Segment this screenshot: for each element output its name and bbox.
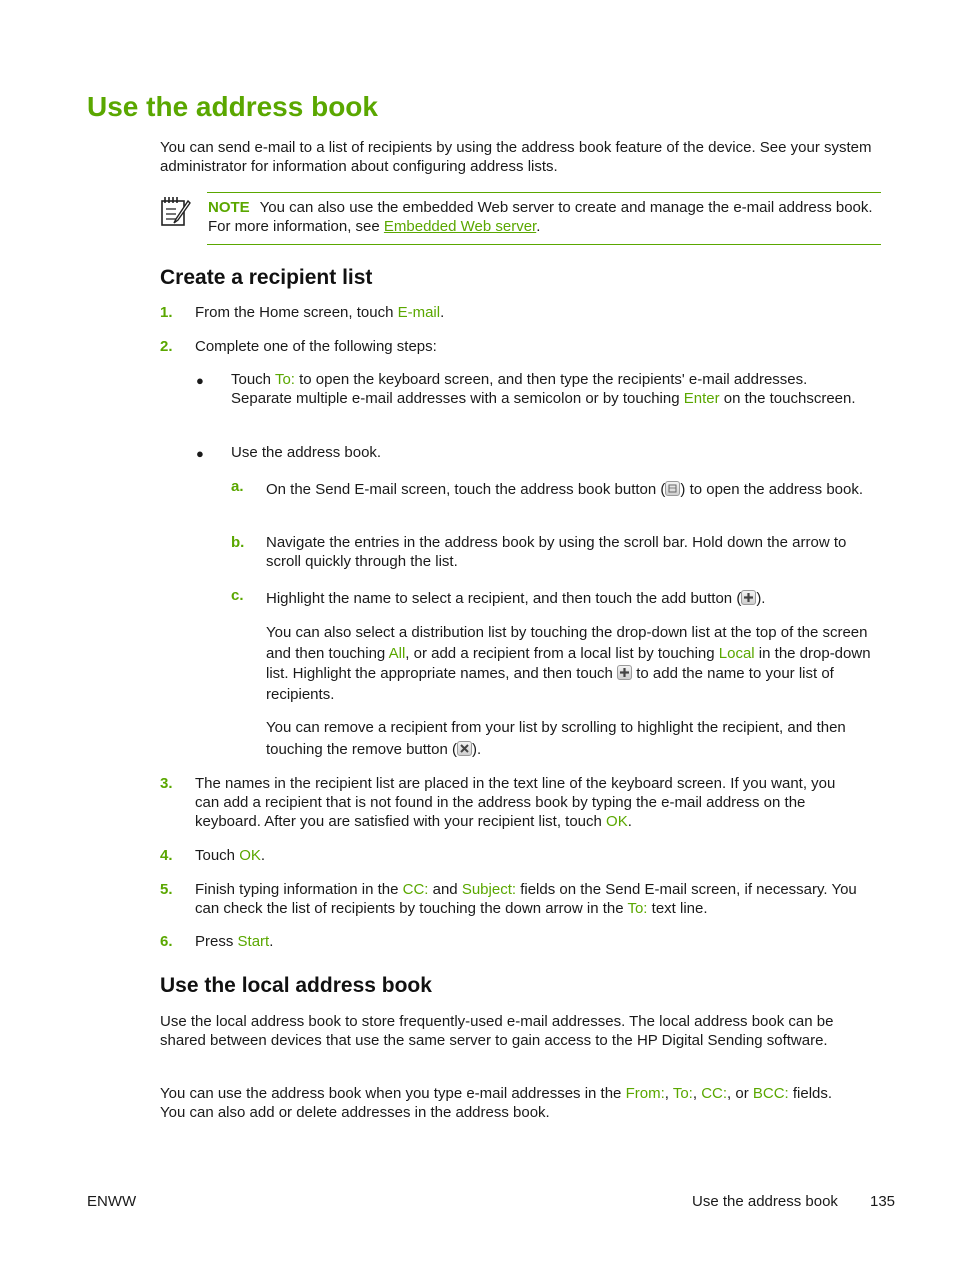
- step-number: 1.: [160, 304, 173, 321]
- step-4-text: Touch OK.: [195, 847, 266, 864]
- step-2-text: Complete one of the following steps:: [195, 338, 437, 355]
- local-address-book-paragraph-2: You can use the address book when you type e-mail addresses in the From:, To:, CC:, or BCC: fields. You can also add or delete addresses in the address book.: [160, 1085, 833, 1121]
- note-icon: [160, 195, 192, 232]
- sub-step-c-text: Highlight the name to select a recipient, and then touch the add button ( ).: [266, 590, 766, 607]
- sub-step-b-text: Navigate the entries in the address book by using the scroll bar. Hold down the arrow to scroll quickly through the list.: [266, 534, 847, 570]
- ui-subject: Subject:: [461, 881, 517, 898]
- page-title: Use the address book: [87, 91, 378, 122]
- note-label: NOTE: [208, 199, 250, 216]
- step-3-text: The names in the recipient list are placed in the text line of the keyboard screen. If you want, you can add a recipient that is not found in the address book by typing the e-mail address on the keyboard. After you are satisfied with your recipient list, touch OK.: [195, 775, 836, 830]
- ui-from: From:: [625, 1085, 665, 1102]
- ui-local: Local: [718, 644, 755, 662]
- ui-all: All: [388, 644, 406, 662]
- intro-paragraph: You can send e-mail to a list of recipients by using the address book feature of the device. See your system administrator for information about configuring address lists.: [160, 139, 872, 175]
- ui-ok: OK: [239, 847, 261, 864]
- note-top-rule: [207, 192, 881, 193]
- sub-step-letter: a.: [231, 478, 244, 495]
- sub-step-letter: c.: [231, 587, 244, 604]
- sub-step-c-paragraph-2: You can remove a recipient from your list by scrolling to highlight the recipient, and then touching the remove button ( ).: [266, 719, 846, 758]
- ui-cc: CC:: [701, 1085, 728, 1102]
- page-number: 135: [870, 1193, 896, 1210]
- footer-section-title: Use the address book: [692, 1193, 838, 1210]
- add-button-icon: [741, 590, 756, 605]
- local-address-book-paragraph-1: Use the local address book to store frequently-used e-mail addresses. The local address book can be shared between devices that use the same server to gain access to the HP Digital Sending software.: [160, 1013, 834, 1049]
- bullet-marker: ●: [196, 446, 204, 461]
- bullet-2-text: Use the address book.: [231, 444, 382, 461]
- sub-step-a-text: On the Send E-mail screen, touch the address book button ( ) to open the address book.: [266, 481, 864, 498]
- note-bottom-rule: [207, 244, 881, 245]
- ui-cc: CC:: [402, 881, 429, 898]
- step-6-text: Press Start.: [195, 933, 274, 950]
- sub-step-letter: b.: [231, 534, 245, 551]
- step-number: 5.: [160, 881, 173, 898]
- ui-to: To:: [627, 900, 648, 917]
- section-heading-local-address-book: Use the local address book: [160, 974, 432, 997]
- remove-button-icon: [457, 741, 472, 756]
- step-1-text: From the Home screen, touch E-mail.: [195, 304, 445, 321]
- bullet-1-text: Touch To: to open the keyboard screen, and then type the recipients' e-mail addresses. Separate multiple e-mail addresses with a semicolon or by touching Enter on the touchscreen.: [231, 371, 856, 407]
- address-book-button-icon: [665, 481, 680, 496]
- section-heading-create-recipient-list: Create a recipient list: [160, 266, 373, 289]
- step-5-text: Finish typing information in the CC: and Subject: fields on the Send E-mail screen, if necessary. You can check the list of recipients by touching the down arrow in the To: text line.: [195, 881, 857, 917]
- embedded-web-server-link[interactable]: Embedded Web server: [383, 218, 537, 235]
- note-text: NOTE You can also use the embedded Web server to create and manage the e-mail address book. For more information, see Embedded Web server.: [208, 199, 873, 235]
- step-number: 2.: [160, 338, 173, 355]
- footer-label: ENWW: [87, 1193, 137, 1210]
- ui-email: E-mail: [397, 304, 441, 321]
- step-number: 4.: [160, 847, 173, 864]
- ui-start: Start: [237, 933, 270, 950]
- sub-step-c-paragraph-1: You can also select a distribution list by touching the drop-down list at the top of the screen and then touching All, or add a recipient from a local list by touching Local in the drop-down list. Highlight the appropriate names, and then touch to add the name to your list of recipients.: [266, 624, 871, 703]
- step-number: 6.: [160, 933, 173, 950]
- ui-ok: OK: [606, 813, 628, 830]
- add-button-icon: [617, 665, 632, 680]
- ui-to: To:: [274, 371, 295, 388]
- ui-enter: Enter: [683, 390, 720, 407]
- ui-to: To:: [672, 1085, 693, 1102]
- ui-bcc: BCC:: [752, 1085, 789, 1102]
- bullet-marker: ●: [196, 373, 204, 388]
- step-number: 3.: [160, 775, 173, 792]
